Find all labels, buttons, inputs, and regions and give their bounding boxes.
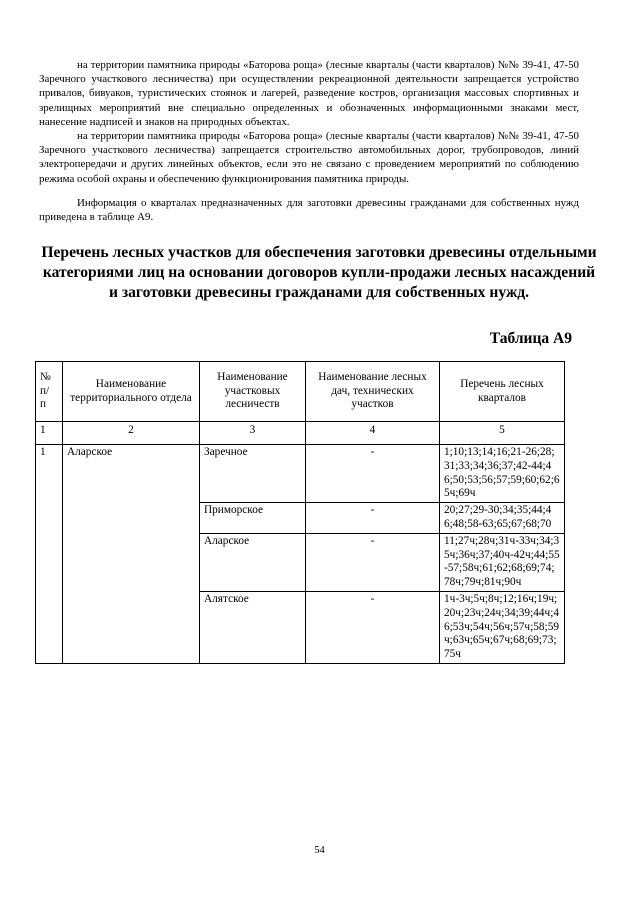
table-row (36, 445, 565, 503)
quarters-cell: 1;10;13;14;16;21-26;28;31;33;34;36;37;42-44;46;50;53;56;57;59;60;62;65ч;69ч (440, 445, 565, 503)
paragraph-recreation-ban: на территории памятника природы «Баторова роща» (лесные кварталы (части кварталов) №№ 39-41, 47-50 Заречного участкового лесничества) при осуществлении рекреационной деятельности запрещается устройство привалов, бивуаков, туристических стоянок и лагерей, разведение костров, организация массовых спортивных и зрелищных мероприятий вне специально определенных и обозначенных информационными знаками мест, нанесение надписей и знаков на природных объектах. (39, 59, 579, 128)
quarters-cell: 11;27ч;28ч;31ч-33ч;34;35ч;36ч;37;40ч-42ч;44;55-57;58ч;61;62;68;69;74;78ч;79ч;81ч;90ч (440, 533, 565, 591)
header-dacha: Наименование лесных дач, технических участков (306, 362, 440, 422)
column-number: 1 (36, 422, 63, 445)
forestry-cell: Алятское (200, 591, 306, 663)
row-number-cell: 1 (36, 445, 63, 664)
column-number: 2 (63, 422, 200, 445)
header-number: № п/ п (36, 362, 63, 422)
column-number: 3 (200, 422, 306, 445)
page-number: 54 (314, 845, 325, 856)
dacha-cell: - (306, 591, 440, 663)
forest-plots-table (35, 361, 565, 664)
header-forestry: Наименование участковых лесничеств (200, 362, 306, 422)
table-header-row (36, 362, 565, 422)
dacha-cell: - (306, 503, 440, 534)
forestry-cell: Приморское (200, 503, 306, 534)
column-number: 4 (306, 422, 440, 445)
paragraph-table-reference: Информация о кварталах предназначенных для заготовки древесины гражданами для собственных нужд приведена в таблице А9. (39, 197, 579, 224)
quarters-cell: 20;27;29-30;34;35;44;46;48;58-63;65;67;68;70 (440, 503, 565, 534)
forestry-cell: Аларское (200, 533, 306, 591)
column-number: 5 (440, 422, 565, 445)
dacha-cell: - (306, 533, 440, 591)
table-column-numbers-row (36, 422, 565, 445)
dacha-cell: - (306, 445, 440, 503)
header-department: Наименование территориального отдела (63, 362, 200, 422)
table-caption: Таблица А9 (489, 330, 572, 347)
forestry-cell: Заречное (200, 445, 306, 503)
section-heading: Перечень лесных участков для обеспечения заготовки древесины отдельными категориями лиц на основании договоров купли-продажи лесных насаждений и заготовки древесины гражданами для собственных нужд. (41, 244, 597, 301)
department-cell: Аларское (63, 445, 200, 664)
paragraph-construction-ban: на территории памятника природы «Баторова роща» (лесные кварталы (части кварталов) №№ 39-41, 47-50 Заречного участкового лесничества) запрещается строительство автомобильных дорог, трубопроводов, линий электропередачи и других линейных объектов, если это не связано с проведением мероприятий по соблюдению режима особой охраны и обеспечению функционирования памятника природы. (39, 130, 579, 185)
header-quarters: Перечень лесных кварталов (440, 362, 565, 422)
quarters-cell: 1ч-3ч;5ч;8ч;12;16ч;19ч;20ч;23ч;24ч;34;39;44ч;46;53ч;54ч;56ч;57ч;58;59ч;63ч;65ч;67ч;68;69;73;75ч (440, 591, 565, 663)
